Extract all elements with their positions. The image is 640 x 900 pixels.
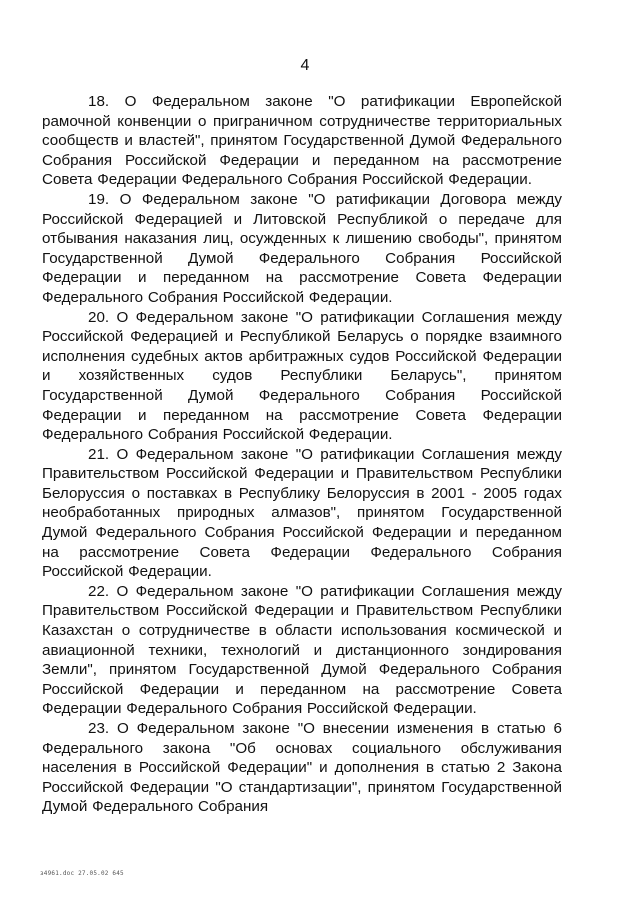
agenda-list (42, 92, 562, 817)
agenda-item-19: 19. О Федеральном законе "О ратификации Договора между Российской Федерацией и Литовской Республикой о передаче для отбывания наказания лиц, осужденных к лишению свободы", принятом Государственной Думой Федерального Собрания Российской Федерации и переданном на рассмотрение Совета Федерации Федерального Собрания Российской Федерации. (42, 190, 562, 306)
file-reference-footer: з4961.doc 27.05.02 645 (40, 870, 124, 877)
agenda-item-23: 23. О Федеральном законе "О внесении изменения в статью 6 Федерального закона "Об основах социального обслуживания населения в Российской Федерации" и дополнения в статью 2 Закона Российской Федерации "О стандартизации", принятом Государственной Думой Федерального Собрания (42, 720, 562, 816)
agenda-item-20: 20. О Федеральном законе "О ратификации Соглашения между Российской Федерацией и Республикой Беларусь о порядке взаимного исполнения судебных актов арбитражных судов Российской Федерации и хозяйственных судов Республики Беларусь", принятом Государственной Думой Федерального Собрания Российской Федерации и переданном на рассмотрение Совета Федерации Федерального Собрания Российской Федерации. (42, 308, 562, 444)
agenda-item-18: 18. О Федеральном законе "О ратификации Европейской рамочной конвенции о приграничном сотрудничестве территориальных сообществ и властей", принятом Государственной Думой Федерального Собрания Российской Федерации и переданном на рассмотрение Совета Федерации Федерального Собрания Российской Федерации. (42, 93, 562, 189)
agenda-item-22: 22. О Федеральном законе "О ратификации Соглашения между Правительством Российской Федерации и Правительством Республики Казахстан о сотрудничестве в области использования космической и авиационной техники, технологий и дистанционного зондирования Земли", принятом Государственной Думой Федерального Собрания Российской Федерации и переданном на рассмотрение Совета Федерации Федерального Собрания Российской Федерации. (42, 582, 562, 718)
page-number: 4 (300, 57, 310, 74)
agenda-item-21: 21. О Федеральном законе "О ратификации Соглашения между Правительством Российской Федерации и Правительством Республики Белоруссия о поставках в Республику Белоруссия в 2001 - 2005 годах необработанных природных алмазов", принятом Государственной Думой Федерального Собрания Российской Федерации и переданном на рассмотрение Совета Федерации Федерального Собрания Российской Федерации. (42, 445, 562, 581)
